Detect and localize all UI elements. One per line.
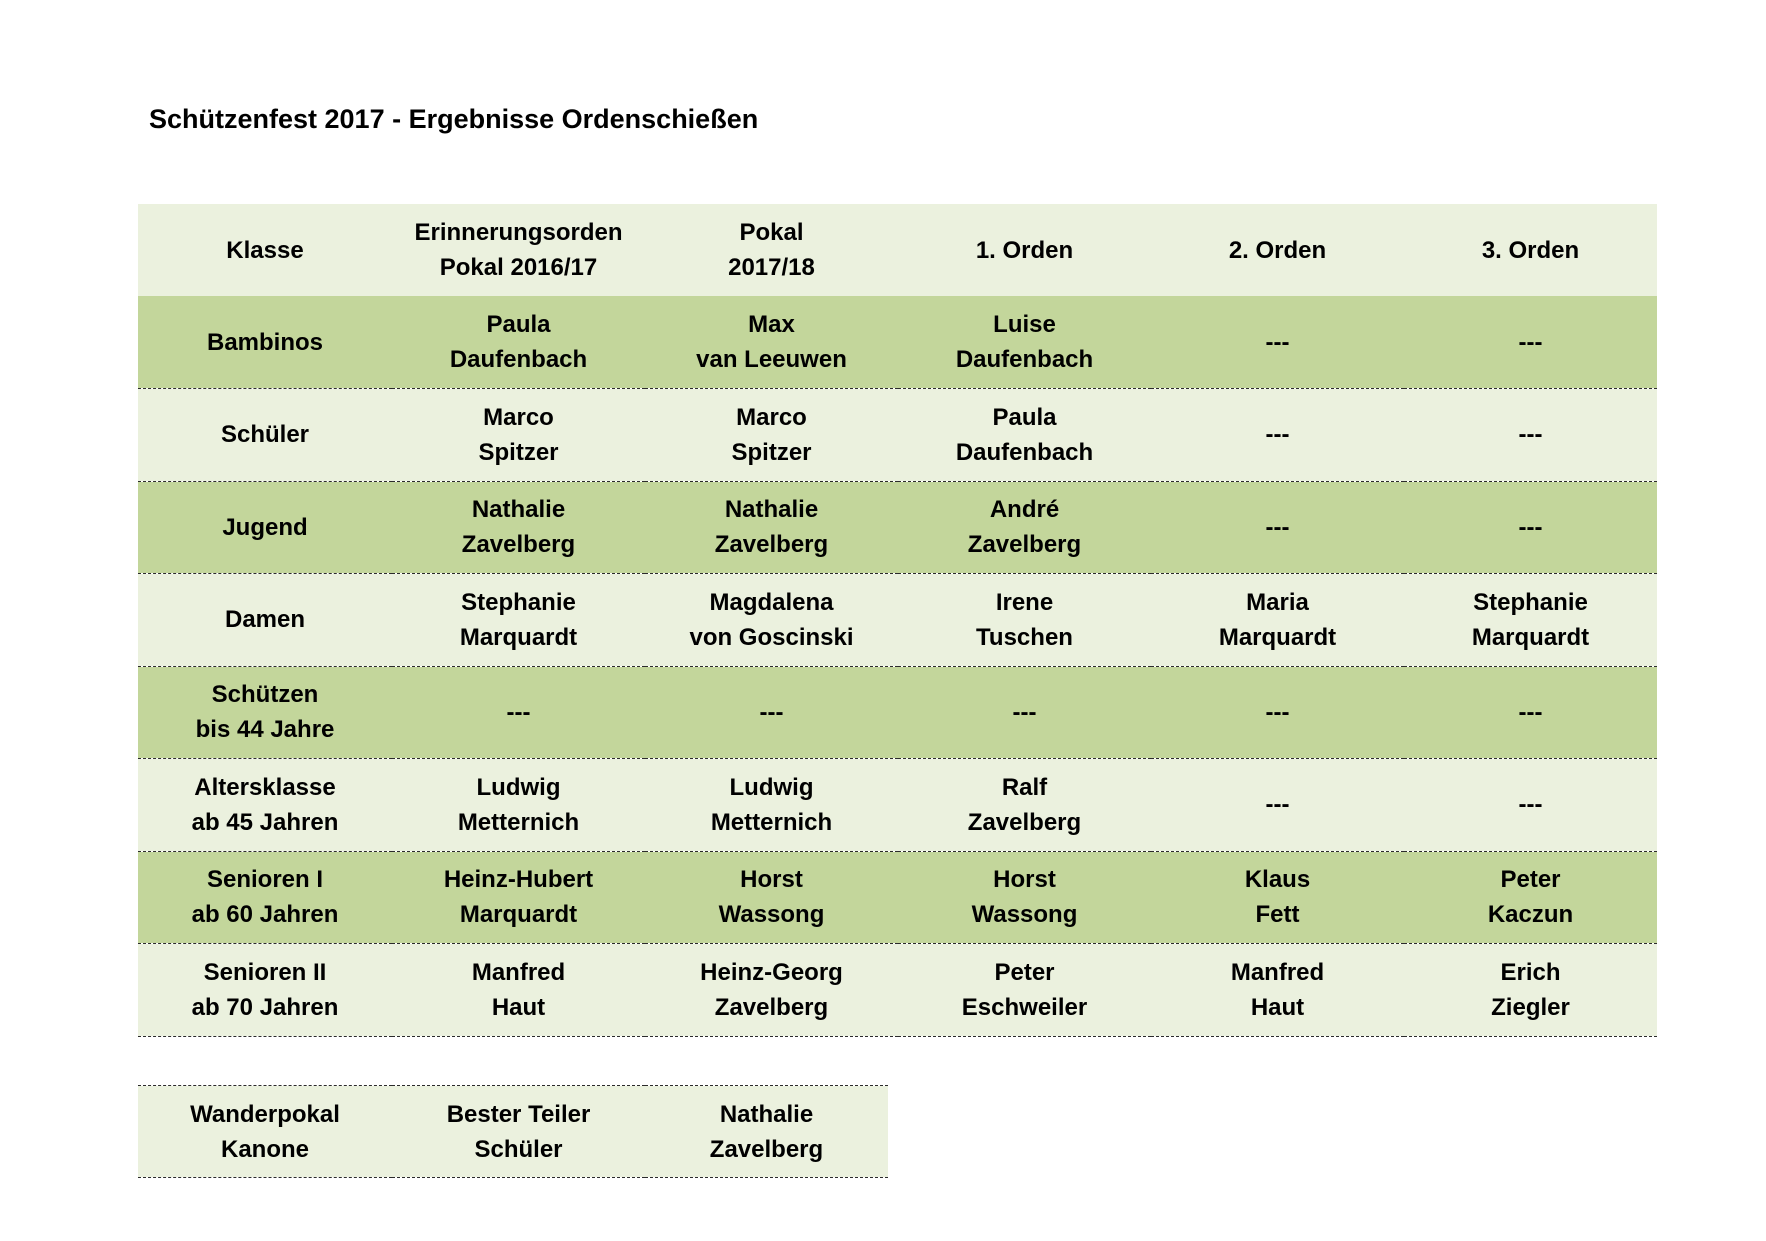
cell-line: Horst — [993, 866, 1056, 894]
page-title: Schützenfest 2017 - Ergebnisse Ordenschießen — [149, 104, 759, 134]
cell-line: Marquardt — [1471, 623, 1590, 651]
cell-line: Schützen — [211, 681, 319, 709]
result-cell — [1151, 759, 1404, 852]
class-cell — [138, 389, 392, 482]
result-cell — [898, 481, 1151, 574]
result-cell — [1404, 759, 1657, 852]
cell-line: Nathalie — [724, 496, 819, 524]
cell-line: von Goscinski — [689, 623, 854, 651]
cell-line: 3. Orden — [1481, 236, 1580, 264]
cell-line: ab 60 Jahren — [191, 901, 339, 929]
result-cell — [645, 296, 898, 389]
cell-line: Metternich — [457, 808, 580, 836]
cell-line: bis 44 Jahre — [195, 716, 335, 744]
table-row — [138, 1086, 888, 1178]
class-cell — [138, 944, 392, 1037]
cell-line: Klaus — [1244, 866, 1311, 894]
class-cell — [138, 666, 392, 759]
class-cell — [138, 481, 392, 574]
cell-line: 2017/18 — [728, 254, 815, 281]
cell-line: --- — [1518, 698, 1543, 726]
cell-line: Heinz-Georg — [700, 958, 843, 986]
result-cell — [898, 389, 1151, 482]
cell-line: Nathalie — [471, 496, 566, 524]
cell-line: Haut — [1250, 993, 1305, 1021]
cell-line: Marquardt — [459, 623, 578, 651]
cell-line: Kanone — [220, 1135, 309, 1163]
cell-line: Spitzer — [478, 438, 559, 466]
result-cell — [1151, 389, 1404, 482]
cell-line: Pokal — [739, 219, 804, 246]
cell-line: Ralf — [1001, 773, 1048, 801]
result-cell — [1151, 296, 1404, 389]
result-cell — [645, 574, 898, 667]
result-cell — [1404, 389, 1657, 482]
cell-line: Marquardt — [1218, 623, 1337, 651]
column-header — [392, 204, 645, 296]
cell-line: Peter — [1500, 866, 1561, 894]
cell-line: Senioren II — [203, 958, 327, 986]
column-header — [138, 204, 392, 296]
cell-line: Zavelberg — [714, 531, 829, 559]
cell-line: Daufenbach — [449, 346, 588, 373]
result-cell — [898, 296, 1151, 389]
column-header — [1404, 204, 1657, 296]
result-cell — [1404, 666, 1657, 759]
cell-line: Stephanie — [461, 588, 576, 616]
cell-line: Irene — [995, 588, 1054, 616]
result-cell — [392, 666, 645, 759]
cell-line: Zavelberg — [461, 531, 576, 559]
cell-line: van Leeuwen — [696, 346, 847, 373]
result-cell — [898, 574, 1151, 667]
result-cell — [1404, 481, 1657, 574]
result-cell — [392, 296, 645, 389]
cell-line: Jugend — [222, 513, 308, 541]
result-cell — [645, 944, 898, 1037]
cell-line: --- — [506, 698, 531, 726]
result-cell — [392, 574, 645, 667]
cell-line: Haut — [491, 993, 546, 1021]
result-cell — [392, 944, 645, 1037]
cell-line: Bester Teiler — [446, 1100, 591, 1128]
result-cell — [645, 851, 898, 944]
cell-line: Spitzer — [731, 438, 812, 466]
cell-line: Paula — [992, 403, 1057, 431]
cell-line: Horst — [740, 866, 803, 894]
wanderpokal-table — [138, 1085, 888, 1178]
class-cell — [138, 851, 392, 944]
cell-line: --- — [759, 698, 784, 726]
result-cell — [1151, 944, 1404, 1037]
cell-line: ab 45 Jahren — [191, 808, 339, 836]
cell-line: --- — [1265, 421, 1290, 449]
result-cell — [898, 666, 1151, 759]
cell-line: Daufenbach — [955, 346, 1094, 373]
result-cell — [645, 389, 898, 482]
header-row — [138, 204, 1657, 296]
table-row — [138, 759, 1657, 852]
cell-line: --- — [1518, 791, 1543, 819]
cell-line: Marquardt — [459, 901, 578, 929]
wanderpokal-cell — [392, 1086, 645, 1178]
result-cell — [1151, 481, 1404, 574]
column-header — [645, 204, 898, 296]
cell-line: Bambinos — [206, 328, 323, 356]
cell-line: Altersklasse — [194, 773, 336, 801]
cell-line: Zavelberg — [967, 531, 1082, 559]
cell-line: Zavelberg — [967, 808, 1082, 836]
result-cell — [392, 481, 645, 574]
cell-line: Maria — [1246, 588, 1309, 616]
result-cell — [898, 759, 1151, 852]
cell-line: --- — [1518, 328, 1543, 356]
cell-line: Wassong — [718, 901, 825, 929]
column-header — [898, 204, 1151, 296]
result-cell — [645, 759, 898, 852]
cell-line: ab 70 Jahren — [191, 993, 339, 1021]
column-header — [1151, 204, 1404, 296]
cell-line: Wanderpokal — [190, 1100, 340, 1128]
class-cell — [138, 296, 392, 389]
table-row — [138, 574, 1657, 667]
cell-line: Schüler — [474, 1135, 563, 1163]
cell-line: Damen — [224, 606, 306, 634]
result-cell — [392, 851, 645, 944]
cell-line: Ludwig — [476, 773, 561, 801]
cell-line: Peter — [994, 958, 1055, 986]
cell-line: Manfred — [1230, 958, 1325, 986]
cell-line: 1. Orden — [975, 236, 1074, 264]
cell-line: --- — [1265, 791, 1290, 819]
cell-line: Heinz-Hubert — [443, 866, 594, 894]
result-cell — [1404, 851, 1657, 944]
cell-line: --- — [1265, 328, 1290, 356]
result-cell — [1404, 296, 1657, 389]
table-row — [138, 481, 1657, 574]
cell-line: Marco — [736, 403, 807, 431]
result-cell — [1404, 944, 1657, 1037]
cell-line: Zavelberg — [709, 1135, 824, 1163]
result-cell — [1151, 666, 1404, 759]
cell-line: Kaczun — [1487, 901, 1574, 929]
cell-line: Fett — [1255, 901, 1300, 929]
cell-line: Senioren I — [206, 866, 324, 894]
cell-line: Marco — [483, 403, 554, 431]
results-table — [138, 204, 1657, 1037]
result-cell — [392, 389, 645, 482]
cell-line: Ziegler — [1491, 993, 1570, 1021]
cell-line: Stephanie — [1473, 588, 1588, 616]
cell-line: Manfred — [471, 958, 566, 986]
cell-line: Tuschen — [976, 623, 1073, 651]
cell-line: Nathalie — [719, 1100, 814, 1128]
result-cell — [1151, 574, 1404, 667]
cell-line: --- — [1265, 513, 1290, 541]
cell-line: Eschweiler — [961, 993, 1088, 1021]
wanderpokal-cell — [138, 1086, 392, 1178]
cell-line: Luise — [993, 311, 1056, 338]
cell-line: Paula — [486, 311, 551, 338]
cell-line: Metternich — [710, 808, 833, 836]
table-row — [138, 851, 1657, 944]
cell-line: Magdalena — [709, 588, 834, 616]
cell-line: Schüler — [220, 421, 310, 449]
result-cell — [392, 759, 645, 852]
result-cell — [645, 666, 898, 759]
cell-line: --- — [1265, 698, 1290, 726]
cell-line: Wassong — [971, 901, 1078, 929]
cell-line: Ludwig — [729, 773, 814, 801]
cell-line: Klasse — [226, 236, 304, 264]
result-cell — [645, 481, 898, 574]
result-cell — [898, 851, 1151, 944]
cell-line: Zavelberg — [714, 993, 829, 1021]
cell-line: --- — [1012, 698, 1037, 726]
table-row — [138, 389, 1657, 482]
result-cell — [1151, 851, 1404, 944]
cell-line: Erich — [1500, 958, 1561, 986]
table-row — [138, 296, 1657, 389]
cell-line: Daufenbach — [955, 438, 1094, 466]
cell-line: Pokal 2016/17 — [439, 254, 598, 281]
class-cell — [138, 574, 392, 667]
table-row — [138, 666, 1657, 759]
table-row — [138, 944, 1657, 1037]
result-cell — [1404, 574, 1657, 667]
class-cell — [138, 759, 392, 852]
cell-line: Erinnerungsorden — [414, 219, 623, 246]
cell-line: --- — [1518, 513, 1543, 541]
cell-line: André — [989, 496, 1060, 524]
cell-line: --- — [1518, 421, 1543, 449]
cell-line: 2. Orden — [1228, 236, 1327, 264]
cell-line: Max — [748, 311, 795, 338]
result-cell — [898, 944, 1151, 1037]
wanderpokal-cell — [645, 1086, 888, 1178]
